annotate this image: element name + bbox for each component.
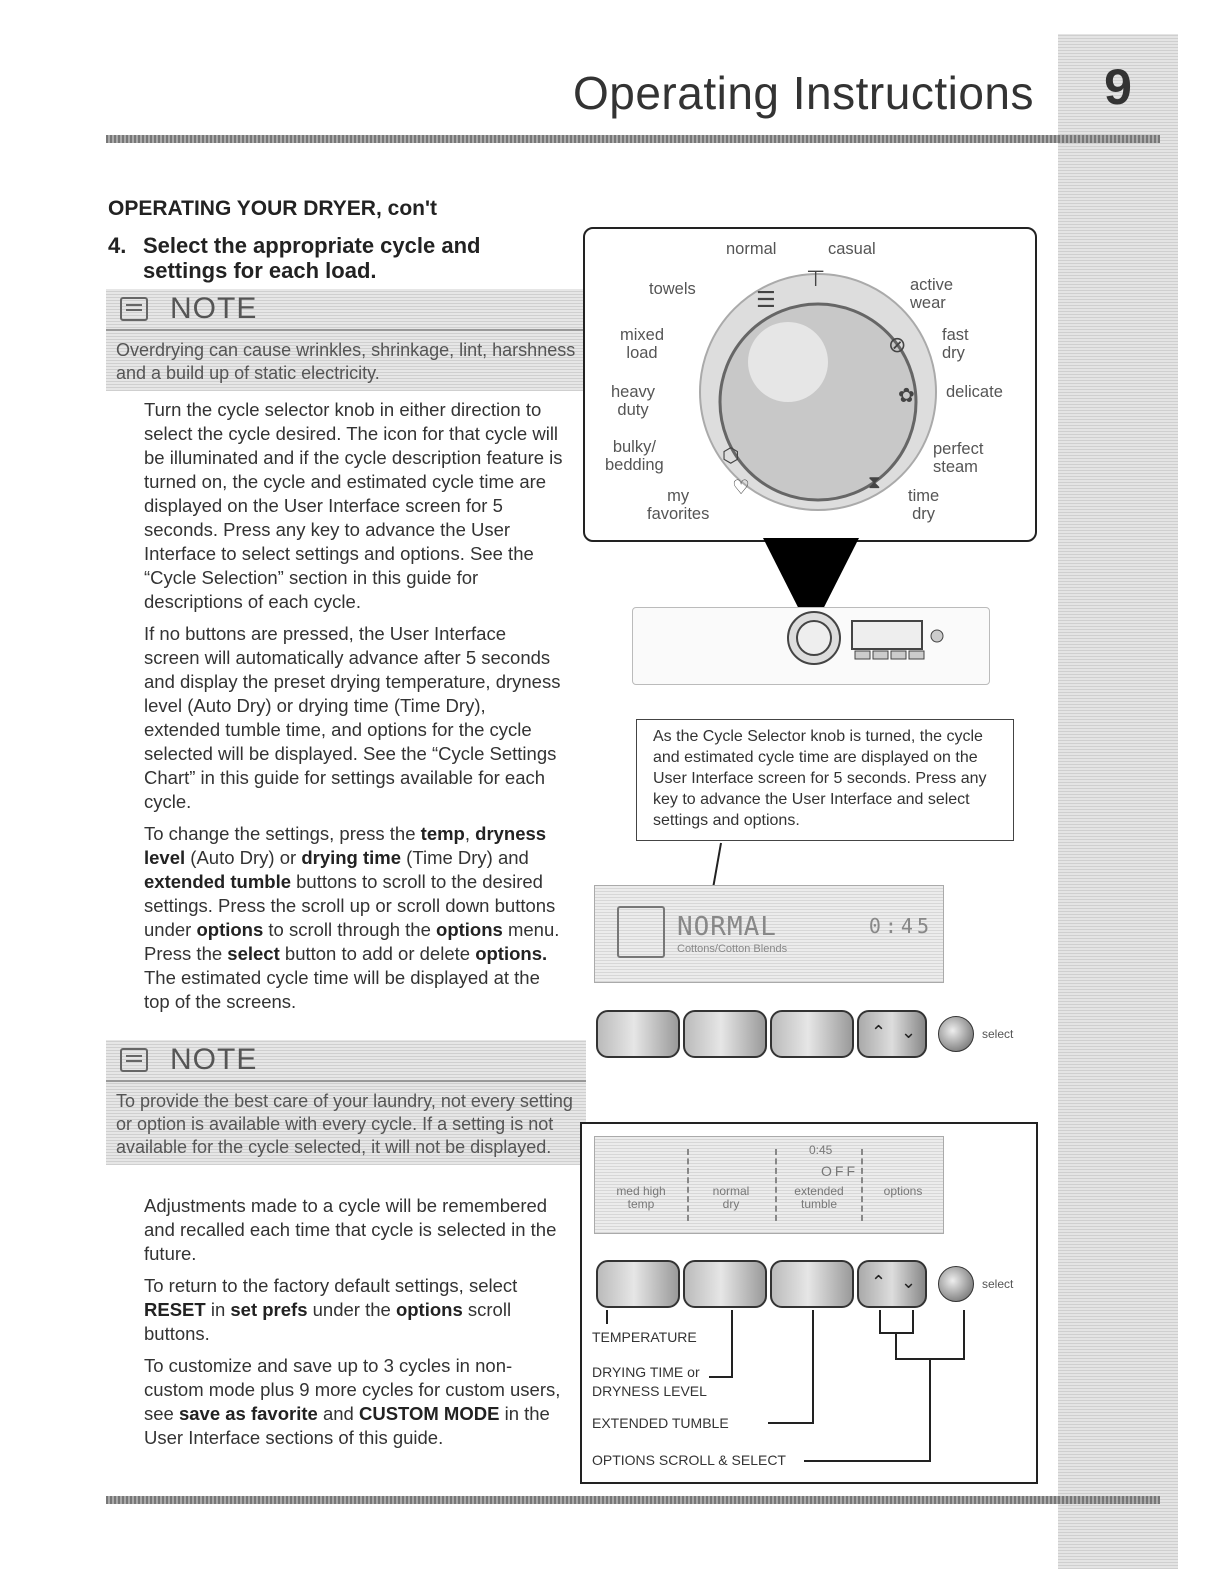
leader-options-right (912, 1310, 914, 1334)
leader-drying-h (709, 1376, 733, 1378)
leader-select (963, 1310, 965, 1360)
svg-text:⊤: ⊤ (806, 267, 826, 292)
lcd2-options-cell: options (883, 1184, 923, 1198)
leader-options-h (804, 1460, 931, 1462)
svg-text:☰: ☰ (756, 288, 776, 313)
callout-drying-time: DRYING TIME or (592, 1364, 700, 1380)
lcd2-off: OFF (821, 1163, 858, 1179)
dial-label-bulky-bedding: bulky/ bedding (605, 438, 664, 474)
step-text: Select the appropriate cycle and settings for each load. (143, 233, 481, 283)
svg-text:⧗: ⧗ (868, 472, 881, 493)
scroll-up-icon[interactable]: ⌃ (871, 1022, 887, 1042)
dial-label-casual: casual (828, 240, 876, 258)
scroll-down-icon[interactable]: ⌄ (901, 1022, 917, 1042)
cycle-selector-dial (698, 262, 938, 522)
note-icon (120, 1048, 148, 1072)
dial-label-mixed-load: mixed load (620, 326, 665, 362)
step-number: 4. (108, 233, 127, 258)
note-header (106, 289, 586, 331)
temp-button[interactable] (596, 1260, 680, 1308)
note-label: NOTE (170, 292, 258, 325)
note-label: NOTE (170, 1043, 258, 1076)
scroll-up-icon[interactable]: ⌃ (871, 1272, 887, 1292)
paragraph-change-settings: To change the settings, press the temp, dryness level (Auto Dry) or drying time (Time Dry) and extended tumble buttons to scroll to the desired settings. Press the scroll up or scroll down buttons under options to scroll through the options menu. Press the select button to add or delete options. The estimated cycle time will be displayed at the top of the screens. (144, 823, 560, 1012)
note-box-best-care (106, 1040, 586, 1165)
leader-tumble (812, 1310, 814, 1424)
dial-label-delicate: delicate (946, 383, 1003, 401)
extended-tumble-button[interactable] (770, 1010, 854, 1058)
extended-tumble-button[interactable] (770, 1260, 854, 1308)
leader-drying (731, 1310, 733, 1378)
body-text-lower (144, 1194, 564, 1458)
paragraph-cycle-selector: Turn the cycle selector knob in either direction to select the cycle desired. The icon for that cycle will be illuminated and if the cycle description feature is turned on, the cycle and estimated cycle time are displayed on the User Interface screen for 5 seconds. Press any key to advance the User Interface to select settings and options. See the “Cycle Selection” section in this guide for descriptions of each cycle. (144, 399, 563, 612)
shirt-icon (617, 906, 665, 958)
dryness-button[interactable] (683, 1260, 767, 1308)
page-title: Operating Instructions (572, 67, 1034, 119)
header-rule (106, 135, 1160, 143)
callout-temperature: TEMPERATURE (592, 1329, 697, 1345)
note-icon (120, 297, 148, 321)
callout-options-scroll: OPTIONS SCROLL & SELECT (592, 1452, 786, 1468)
dial-label-fast-dry: fast dry (942, 326, 969, 362)
lcd2-temp-cell: med high temp (616, 1184, 666, 1211)
step-heading (108, 233, 568, 283)
lcd-cycle-time: 0:45 (868, 914, 933, 938)
dial-label-normal: normal (726, 240, 777, 258)
dryness-button[interactable] (683, 1010, 767, 1058)
callout-dryness-level: DRYNESS LEVEL (592, 1383, 707, 1399)
select-label: select (982, 1277, 1014, 1291)
note-box-overdrying (106, 289, 586, 391)
note-text: To provide the best care of your laundry, not every setting or option is available with every cycle. If a setting is not available for the cycle selected, it will not be displayed. (116, 1091, 573, 1157)
note-text: Overdrying can cause wrinkles, shrinkage, lint, harshness and a build up of static electricity. (116, 340, 576, 383)
dial-label-heavy-duty: heavy duty (611, 383, 656, 419)
caption-cycle-selector: As the Cycle Selector knob is turned, the cycle and estimated cycle time are displayed on the User Interface screen for 5 seconds. Press any key to advance the User Interface and select settings and options. (636, 719, 1014, 841)
svg-text:♡: ♡ (732, 475, 750, 499)
page-number: 9 (1104, 59, 1132, 115)
paragraph-adjustments: Adjustments made to a cycle will be remembered and recalled each time that cycle is selected in the future. (144, 1195, 557, 1264)
select-button[interactable] (938, 1016, 974, 1052)
options-scroll-buttons[interactable] (857, 1010, 927, 1058)
lcd-screen-cycle (594, 885, 944, 983)
footer-rule (106, 1496, 1160, 1504)
select-label: select (982, 1027, 1014, 1041)
section-heading: OPERATING YOUR DRYER, con't (108, 197, 437, 220)
callout-extended-tumble: EXTENDED TUMBLE (592, 1415, 729, 1431)
leader-options-stem (895, 1332, 897, 1360)
lcd2-divider (687, 1149, 689, 1221)
dial-label-time-dry: time dry (908, 487, 940, 523)
leader-options-left (879, 1310, 881, 1334)
page-tab-strip (1058, 34, 1178, 1569)
dial-label-perfect-steam: perfect steam (933, 440, 984, 476)
svg-text:⊘: ⊘ (888, 333, 907, 358)
button-row-upper (596, 1010, 1013, 1058)
scroll-down-icon[interactable]: ⌄ (901, 1272, 917, 1292)
paragraph-reset: To return to the factory default settings, select RESET in set prefs under the options scroll buttons. (144, 1275, 518, 1344)
dial-label-towels: towels (649, 280, 696, 298)
svg-text:✿: ✿ (898, 383, 915, 407)
dial-label-active-wear: active wear (910, 276, 954, 312)
dial-label-my-favorites: my favorites (647, 487, 710, 523)
leader-tumble-h (768, 1422, 814, 1424)
select-button[interactable] (938, 1266, 974, 1302)
lcd2-time: 0:45 (809, 1143, 833, 1157)
paragraph-auto-advance: If no buttons are pressed, the User Interface screen will automatically advance after 5 seconds and display the preset drying temperature, dryness level (Auto Dry) or drying time (Time Dry), extended tumble time, and options for the cycle selected will be displayed. See the “Cycle Settings Chart” in this guide for settings available for each cycle. (144, 623, 561, 812)
dryer-console-illustration (632, 607, 990, 685)
body-text-upper (144, 398, 564, 1022)
lcd2-divider (775, 1149, 777, 1221)
button-row-lower (596, 1260, 1013, 1308)
lcd-cycle-subtitle: Cottons/Cotton Blends (677, 943, 788, 955)
lcd-cycle-name: NORMAL (677, 912, 777, 942)
leader-temperature (606, 1310, 608, 1324)
svg-text:⬡: ⬡ (722, 443, 740, 467)
note-header (106, 1040, 586, 1082)
paragraph-customize: To customize and save up to 3 cycles in non-custom mode plus 9 more cycles for custom users, see save as favorite and CUSTOM MODE in the User Interface sections of this guide. (144, 1355, 561, 1448)
lcd2-dry-cell: normal dry (712, 1184, 750, 1211)
lcd-screen-settings (594, 1136, 944, 1234)
lcd2-tumble-cell: extended tumble (794, 1184, 844, 1211)
leader-options-down (929, 1358, 931, 1462)
console-drawing (633, 608, 989, 684)
options-scroll-buttons[interactable] (857, 1260, 927, 1308)
temp-button[interactable] (596, 1010, 680, 1058)
